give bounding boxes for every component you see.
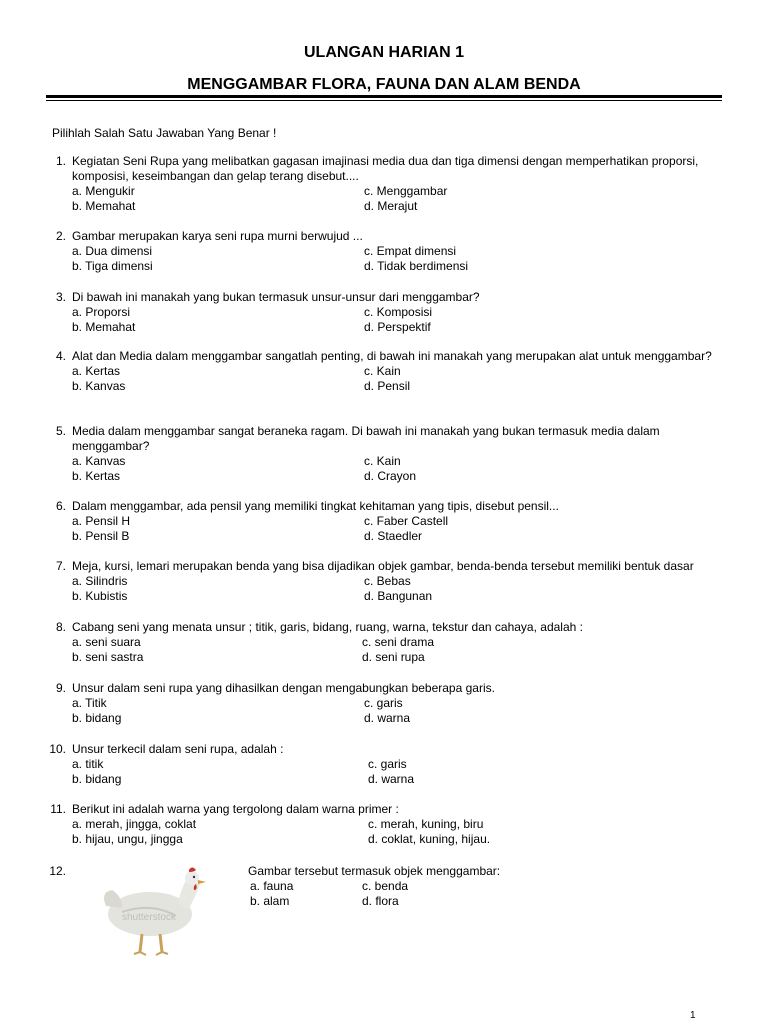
answer-options	[72, 184, 734, 214]
question-number: 4.	[55, 349, 66, 363]
question-text: Berikut ini adalah warna yang tergolong dalam warna primer :	[72, 802, 399, 816]
question-text: Meja, kursi, lemari merupakan benda yang bisa dijadikan objek gambar, benda-benda tersebut memiliki bentuk dasar	[72, 559, 694, 573]
question-text: Kegiatan Seni Rupa yang melibatkan gagasan imajinasi media dua dan tiga dimensi dengan memperhatikan proporsi, komposisi, keseimbangan dan gelap terang disebut....	[72, 154, 699, 183]
option-b[interactable]: b. seni sastra	[72, 650, 144, 664]
question-item	[44, 681, 734, 726]
option-d[interactable]: d. warna	[368, 772, 415, 786]
option-b[interactable]: b. bidang	[72, 772, 122, 786]
question-text: Unsur terkecil dalam seni rupa, adalah :	[72, 742, 284, 756]
question-item	[44, 559, 734, 604]
hen-icon	[92, 862, 222, 966]
question-text: Gambar merupakan karya seni rupa murni berwujud ...	[72, 229, 363, 243]
question-number: 5.	[55, 424, 66, 438]
question-text: Unsur dalam seni rupa yang dihasilkan dengan mengabungkan beberapa garis.	[72, 681, 495, 695]
option-a[interactable]: a. Pensil H	[72, 514, 131, 528]
option-b[interactable]: b. Tiga dimensi	[72, 259, 153, 273]
question-number: 3.	[55, 290, 66, 304]
answer-options	[72, 696, 734, 726]
option-d[interactable]: d. Pensil	[364, 379, 411, 393]
answer-options	[72, 635, 734, 665]
option-b[interactable]: b. hijau, ungu, jingga	[72, 832, 183, 846]
question-text: Alat dan Media dalam menggambar sangatlah penting, di bawah ini manakah yang merupakan alat untuk menggambar?	[72, 349, 712, 363]
option-c[interactable]: c. benda	[362, 879, 409, 893]
option-c[interactable]: c. garis	[364, 696, 403, 710]
question-number: 10.	[49, 742, 66, 756]
header-rule-thin	[46, 100, 722, 101]
question-text: Gambar tersebut termasuk objek menggambar:	[248, 864, 501, 878]
question-number: 9.	[55, 681, 66, 695]
answer-options	[72, 305, 734, 335]
answer-options	[72, 757, 734, 787]
instruction-text: Pilihlah Salah Satu Jawaban Yang Benar !	[52, 126, 277, 140]
option-a[interactable]: a. merah, jingga, coklat	[72, 817, 197, 831]
option-c[interactable]: c. Empat dimensi	[364, 244, 457, 258]
option-d[interactable]: d. coklat, kuning, hijau.	[368, 832, 491, 846]
option-a[interactable]: a. Silindris	[72, 574, 128, 588]
option-d[interactable]: d. Merajut	[364, 199, 418, 213]
question-number: 7.	[55, 559, 66, 573]
watermark-lettering: shutterstock	[122, 912, 176, 923]
question-text: Di bawah ini manakah yang bukan termasuk unsur-unsur dari menggambar?	[72, 290, 480, 304]
answer-options	[72, 817, 734, 847]
option-a[interactable]: a. Mengukir	[72, 184, 135, 198]
option-d[interactable]: d. Crayon	[364, 469, 417, 483]
option-d[interactable]: d. Bangunan	[364, 589, 433, 603]
option-b[interactable]: b. Kanvas	[72, 379, 126, 393]
question-number: 8.	[55, 620, 66, 634]
option-d[interactable]: d. Tidak berdimensi	[364, 259, 469, 273]
question-item	[44, 499, 734, 544]
question-item	[44, 802, 734, 847]
option-b[interactable]: b. Kertas	[72, 469, 121, 483]
option-a[interactable]: a. seni suara	[72, 635, 141, 649]
option-c[interactable]: c. seni drama	[362, 635, 435, 649]
question-item	[44, 290, 734, 335]
option-d[interactable]: d. Perspektif	[364, 320, 431, 334]
option-b[interactable]: b. Memahat	[72, 199, 136, 213]
option-c[interactable]: c. Bebas	[364, 574, 411, 588]
question-item	[44, 742, 734, 787]
question-item	[44, 620, 734, 665]
page-number: 1	[690, 1010, 696, 1021]
question-item	[44, 229, 734, 274]
answer-options	[72, 364, 734, 394]
option-a[interactable]: a. Kertas	[72, 364, 121, 378]
option-c[interactable]: c. merah, kuning, biru	[368, 817, 484, 831]
option-d[interactable]: d. flora	[362, 894, 399, 908]
option-c[interactable]: c. Komposisi	[364, 305, 433, 319]
option-a[interactable]: a. Dua dimensi	[72, 244, 153, 258]
option-a[interactable]: a. Titik	[72, 696, 107, 710]
option-b[interactable]: b. Memahat	[72, 320, 136, 334]
answer-options	[250, 879, 450, 909]
option-c[interactable]: c. Kain	[364, 364, 401, 378]
option-b[interactable]: b. alam	[250, 894, 290, 908]
page-title: ULANGAN HARIAN 1	[304, 44, 464, 61]
option-d[interactable]: d. Staedler	[364, 529, 423, 543]
question-text: Media dalam menggambar sangat beraneka ragam. Di bawah ini manakah yang bukan termasuk media dalam menggambar?	[72, 424, 660, 453]
option-c[interactable]: c. garis	[368, 757, 407, 771]
option-d[interactable]: d. warna	[364, 711, 411, 725]
question-number: 6.	[55, 499, 66, 513]
question-text: Dalam menggambar, ada pensil yang memiliki tingkat kehitaman yang tipis, disebut pensil...	[72, 499, 559, 513]
option-b[interactable]: b. Pensil B	[72, 529, 130, 543]
question-number: 11.	[50, 802, 66, 816]
option-a[interactable]: a. fauna	[250, 879, 294, 893]
question-item	[44, 424, 734, 484]
answer-options	[72, 574, 734, 604]
question-number: 12.	[49, 864, 66, 878]
option-a[interactable]: a. Kanvas	[72, 454, 126, 468]
page-subtitle: MENGGAMBAR FLORA, FAUNA DAN ALAM BENDA	[187, 76, 581, 93]
answer-options	[72, 454, 734, 484]
question-item	[44, 154, 734, 214]
option-c[interactable]: c. Kain	[364, 454, 401, 468]
option-b[interactable]: b. Kubistis	[72, 589, 128, 603]
option-d[interactable]: d. seni rupa	[362, 650, 425, 664]
option-c[interactable]: c. Menggambar	[364, 184, 448, 198]
header-rule-thick	[46, 95, 722, 98]
question-number: 1.	[55, 154, 66, 168]
question-number: 2.	[55, 229, 66, 243]
answer-options	[72, 514, 734, 544]
option-a[interactable]: a. Proporsi	[72, 305, 131, 319]
option-a[interactable]: a. titik	[72, 757, 104, 771]
question-text: Cabang seni yang menata unsur ; titik, garis, bidang, ruang, warna, tekstur dan cahaya, adalah :	[72, 620, 583, 634]
option-b[interactable]: b. bidang	[72, 711, 122, 725]
option-c[interactable]: c. Faber Castell	[364, 514, 449, 528]
answer-options	[72, 244, 734, 274]
question-item	[44, 349, 734, 394]
